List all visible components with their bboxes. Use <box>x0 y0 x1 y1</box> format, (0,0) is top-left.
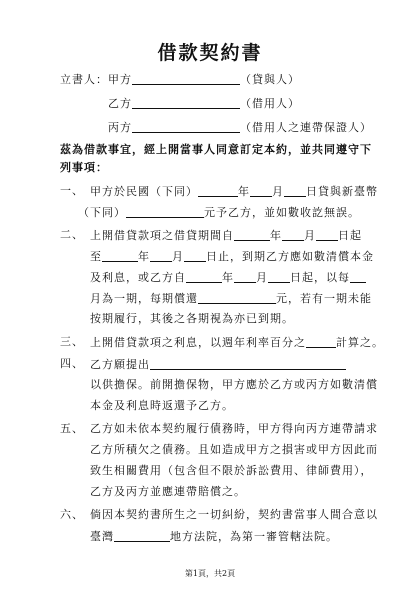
clause-text: 日止，到期乙方應如數清償本金 <box>206 250 374 263</box>
page-number: 第1頁，共2頁 <box>184 569 236 578</box>
installment-start-day-blank[interactable] <box>268 270 290 283</box>
clause-4-line-3: 本金及利息時返還予乙方。 <box>90 399 234 412</box>
clause-6-line-2 <box>90 529 338 544</box>
clause-text: 月為一期，每期償還 <box>90 292 198 305</box>
clause-text: 至 <box>90 250 102 263</box>
court-location-blank[interactable] <box>114 529 170 542</box>
loan-year-blank[interactable] <box>198 184 238 197</box>
loan-day-blank[interactable] <box>284 184 306 197</box>
clause-5-line-2: 乙方所積欠之債務。且如造成甲方之損害或甲方因此而 <box>90 443 378 456</box>
interest-rate-blank[interactable] <box>306 335 336 348</box>
clause-2-line-2 <box>90 249 374 264</box>
clause-text: 元予乙方，並如數收訖無誤。 <box>204 206 360 219</box>
clause-1-line-2 <box>78 205 360 220</box>
clause-5-line-1: 乙方如未依本契約履行債務時，甲方得向丙方連帶請求 <box>90 422 378 435</box>
clause-text: 乙方願提出 <box>90 358 150 371</box>
clause-6-number: 六、 <box>60 508 84 521</box>
guarantor-role: （借用人之連帶保證人） <box>240 121 372 134</box>
clause-text: 元，若有一期未能 <box>276 292 372 305</box>
loan-amount-blank[interactable] <box>126 205 204 218</box>
clause-text: 甲方於民國（下同） <box>90 185 198 198</box>
clause-2-number: 二、 <box>60 228 84 241</box>
clause-5-line-4: 乙方及丙方並應連帶賠償之。 <box>90 485 246 498</box>
clause-4-line-1 <box>90 357 346 372</box>
clause-1-line-1 <box>90 184 378 199</box>
clause-text: 月 <box>304 229 316 242</box>
clause-text: 上開借貸款項之借貸期間自 <box>90 229 234 242</box>
party-b-label: 乙方 <box>108 97 132 110</box>
preamble-line-2: 列事項： <box>60 161 108 174</box>
clause-3-number: 三、 <box>60 335 84 348</box>
clause-text: 地方法院，為第一審管轄法院。 <box>170 530 338 543</box>
clause-text: 臺灣 <box>90 530 114 543</box>
loan-month-blank[interactable] <box>250 184 272 197</box>
clause-text: 年 <box>238 185 250 198</box>
clause-text: （下同） <box>78 206 126 219</box>
preamble-line-1: 茲為借款事宜，經上開當事人同意訂定本約，並共同遵守下 <box>60 143 372 156</box>
installment-amount-blank[interactable] <box>198 291 276 304</box>
party-b-line <box>108 96 300 111</box>
party-a-line <box>60 72 300 87</box>
clause-text: 年 <box>222 271 234 284</box>
clause-5-line-3: 致生相關費用（包含但不限於訴訟費用、律師費用）， <box>90 464 373 477</box>
clause-4-line-2: 以供擔保。前開擔保物，甲方應於乙方或丙方如數清償 <box>90 378 378 391</box>
borrower-role: （借用人） <box>240 97 300 110</box>
term-end-day-blank[interactable] <box>184 249 206 262</box>
clause-5-number: 五、 <box>60 422 84 435</box>
installment-period-blank[interactable] <box>350 270 366 283</box>
clause-1-number: 一、 <box>60 184 84 197</box>
party-a-name-blank[interactable] <box>132 72 240 85</box>
installment-start-year-blank[interactable] <box>186 270 222 283</box>
lender-role: （貸與人） <box>240 73 300 86</box>
clause-2-line-3 <box>90 270 366 285</box>
clause-2-line-5: 按期履行，其後之各期視為亦已到期。 <box>90 312 294 325</box>
clause-text: 月 <box>272 185 284 198</box>
collateral-blank[interactable] <box>150 357 346 370</box>
clause-2-line-1 <box>90 228 362 243</box>
clause-6-line-1: 倘因本契約書所生之一切糾紛，契約書當事人間合意以 <box>90 508 378 521</box>
clause-4-number: 四、 <box>60 357 84 370</box>
clause-text: 年 <box>138 250 150 263</box>
clause-text: 日起，以每 <box>290 271 350 284</box>
term-start-year-blank[interactable] <box>234 228 270 241</box>
clause-text: 月 <box>172 250 184 263</box>
clause-text: 上開借貸款項之利息，以週年利率百分之 <box>90 336 306 349</box>
party-b-name-blank[interactable] <box>132 96 240 109</box>
clause-text: 及利息，或乙方自 <box>90 271 186 284</box>
clause-text: 日起 <box>338 229 362 242</box>
clause-3-line-1 <box>90 335 384 350</box>
party-c-name-blank[interactable] <box>132 120 240 133</box>
clause-text: 月 <box>256 271 268 284</box>
document-title: 借款契約書 <box>157 42 263 64</box>
party-c-line <box>108 120 372 135</box>
signatory-label: 立書人：甲方 <box>60 73 132 86</box>
clause-text: 日貸與新臺幣 <box>306 185 378 198</box>
term-start-day-blank[interactable] <box>316 228 338 241</box>
clause-2-line-4 <box>90 291 372 306</box>
installment-start-month-blank[interactable] <box>234 270 256 283</box>
term-end-year-blank[interactable] <box>102 249 138 262</box>
term-end-month-blank[interactable] <box>150 249 172 262</box>
term-start-month-blank[interactable] <box>282 228 304 241</box>
clause-text: 年 <box>270 229 282 242</box>
party-c-label: 丙方 <box>108 121 132 134</box>
clause-text: 計算之。 <box>336 336 384 349</box>
